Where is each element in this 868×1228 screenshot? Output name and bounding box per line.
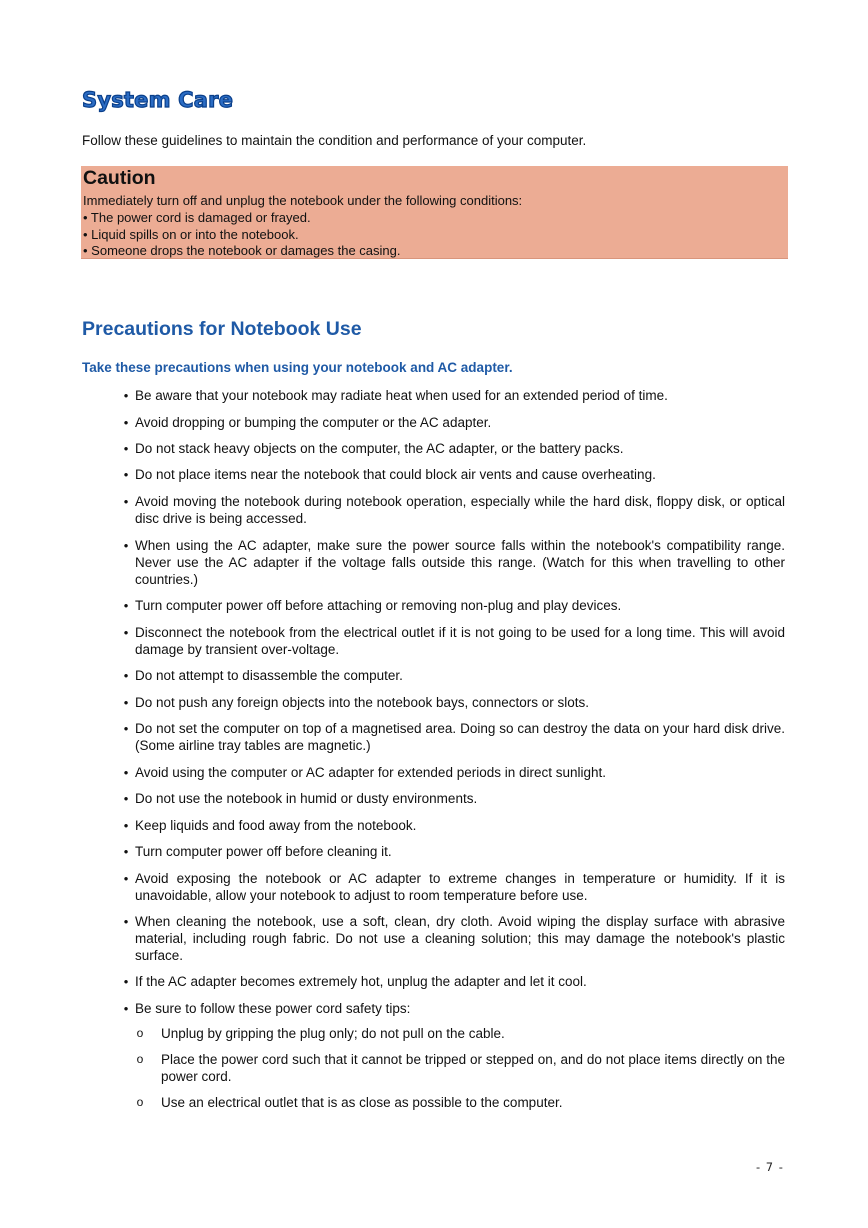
list-item: [119, 817, 785, 834]
sub-list-item: [134, 1025, 785, 1042]
caution-title: Caution: [83, 167, 156, 189]
sub-list-item-text: Place the power cord such that it cannot be tripped or stepped on, and do not place items directly on the power cord.: [161, 1052, 785, 1084]
bullet-icon: •: [123, 1001, 129, 1016]
list-item: [119, 440, 785, 457]
bullet-icon: •: [123, 598, 129, 613]
bullet-icon: •: [123, 415, 129, 430]
list-item-text: Be aware that your notebook may radiate heat when used for an extended period of time.: [135, 388, 668, 403]
list-item-text: Avoid dropping or bumping the computer or the AC adapter.: [135, 415, 492, 430]
sub-list-item: [134, 1094, 785, 1111]
circle-bullet-icon: o: [136, 1052, 144, 1066]
circle-bullet-icon: o: [136, 1026, 144, 1040]
caution-line: Immediately turn off and unplug the notebook under the following conditions:: [83, 193, 523, 208]
bullet-icon: •: [123, 695, 129, 710]
list-item-text: Turn computer power off before attaching or removing non-plug and play devices.: [135, 598, 622, 613]
bullet-icon: •: [123, 388, 129, 403]
bullet-icon: •: [123, 538, 129, 553]
list-item-text: Do not attempt to disassemble the computer.: [135, 668, 403, 683]
list-item: [119, 764, 785, 781]
bullet-icon: •: [123, 871, 129, 886]
bullet-icon: •: [123, 974, 129, 989]
list-item: [119, 493, 785, 527]
list-item: [119, 387, 785, 404]
list-item-text: Do not use the notebook in humid or dusty environments.: [135, 791, 478, 806]
section-heading: Precautions for Notebook Use: [82, 318, 362, 340]
circle-bullet-icon: o: [136, 1095, 144, 1109]
caution-line: • Someone drops the notebook or damages the casing.: [83, 243, 401, 258]
list-item-text: Do not set the computer on top of a magnetised area. Doing so can destroy the data on your hard disk drive. (Some airline tray tables are magnetic.): [135, 721, 785, 753]
bullet-icon: •: [123, 625, 129, 640]
list-item-text: Turn computer power off before cleaning it.: [135, 844, 392, 859]
list-item-text: When using the AC adapter, make sure the power source falls within the notebook's compatibility range. Never use the AC adapter if the voltage falls outside this range. (Watch for this when travelling to other countries.): [135, 538, 785, 587]
bullet-icon: •: [123, 494, 129, 509]
bullet-icon: •: [123, 844, 129, 859]
caution-line: • Liquid spills on or into the notebook.: [83, 227, 299, 242]
bullet-icon: •: [123, 441, 129, 456]
list-item: [119, 694, 785, 711]
list-item-text: Do not place items near the notebook that could block air vents and cause overheating.: [135, 467, 656, 482]
intro-paragraph: Follow these guidelines to maintain the condition and performance of your computer.: [82, 133, 587, 148]
bullet-icon: •: [123, 791, 129, 806]
list-item: [119, 597, 785, 614]
list-item-text: Avoid moving the notebook during notebook operation, especially while the hard disk, floppy disk, or optical disc drive is being accessed.: [135, 494, 785, 526]
list-item-text: Disconnect the notebook from the electrical outlet if it is not going to be used for a long time. This will avoid damage by transient over-voltage.: [135, 625, 785, 657]
list-item-text: If the AC adapter becomes extremely hot, unplug the adapter and let it cool.: [135, 974, 587, 989]
bullet-icon: •: [123, 721, 129, 736]
section-subheading: Take these precautions when using your notebook and AC adapter.: [82, 360, 513, 375]
list-item: [119, 870, 785, 904]
list-item-text: Avoid exposing the notebook or AC adapter to extreme changes in temperature or humidity. If it is unavoidable, allow your notebook to adjust to room temperature before use.: [135, 871, 785, 903]
list-item: [119, 843, 785, 860]
bullet-icon: •: [123, 765, 129, 780]
list-item: [119, 1000, 785, 1017]
list-item: [119, 537, 785, 588]
sub-list-item: [134, 1051, 785, 1085]
list-item: [119, 913, 785, 964]
bullet-icon: •: [123, 668, 129, 683]
list-item: [119, 667, 785, 684]
sub-list-item-text: Unplug by gripping the plug only; do not pull on the cable.: [161, 1026, 505, 1041]
list-item: [119, 624, 785, 658]
list-item-text: Be sure to follow these power cord safety tips:: [135, 1001, 411, 1016]
list-item: [119, 466, 785, 483]
list-item-text: Keep liquids and food away from the notebook.: [135, 818, 417, 833]
list-item: [119, 973, 785, 990]
page-number: - 7 -: [756, 1160, 784, 1174]
list-item: [119, 414, 785, 431]
page-title: System Care: [82, 88, 234, 112]
list-item-text: When cleaning the notebook, use a soft, clean, dry cloth. Avoid wiping the display surface with abrasive material, including rough fabric. Do not use a cleaning solution; this may damage the notebook's plastic surface.: [135, 914, 785, 963]
bullet-icon: •: [123, 467, 129, 482]
list-item-text: Avoid using the computer or AC adapter for extended periods in direct sunlight.: [135, 765, 607, 780]
list-item: [119, 790, 785, 807]
sub-list-item-text: Use an electrical outlet that is as close as possible to the computer.: [161, 1095, 563, 1110]
list-item-text: Do not stack heavy objects on the computer, the AC adapter, or the battery packs.: [135, 441, 624, 456]
list-item: [119, 720, 785, 754]
bullet-icon: •: [123, 914, 129, 929]
list-item-text: Do not push any foreign objects into the notebook bays, connectors or slots.: [135, 695, 590, 710]
caution-line: • The power cord is damaged or frayed.: [83, 210, 311, 225]
caution-box: [81, 166, 788, 259]
bullet-icon: •: [123, 818, 129, 833]
